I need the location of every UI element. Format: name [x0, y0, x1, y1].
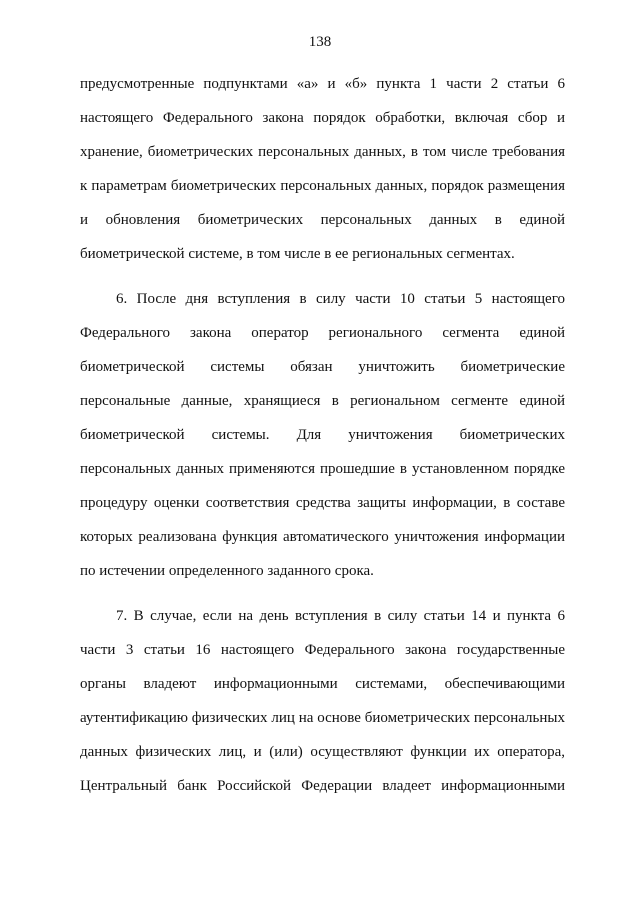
text-line: и обновления биометрических персональных данных в единой [80, 212, 565, 228]
text-line: 7. В случае, если на день вступления в силу статьи 14 и пункта 6 [116, 608, 565, 624]
text-line: хранение, биометрических персональных данных, в том числе требования [80, 144, 565, 160]
paragraph-gap [80, 271, 565, 282]
text-line: биометрической системы. Для уничтожения биометрических [80, 427, 565, 443]
text-line: персональные данные, хранящиеся в региональном сегменте единой [80, 393, 565, 409]
text-line: по истечении определенного заданного срока. [80, 563, 374, 579]
text-line: Центральный банк Российской Федерации владеет информационными [80, 778, 565, 794]
text-line: аутентификацию физических лиц на основе биометрических персональных [80, 710, 565, 726]
document-body [80, 67, 565, 803]
text-line: биометрической системе, в том числе в ее региональных сегментах. [80, 246, 515, 262]
text-line: данных физических лиц, и (или) осуществляют функции их оператора, [80, 744, 565, 760]
text-line: предусмотренные подпунктами «а» и «б» пункта 1 части 2 статьи 6 [80, 76, 565, 92]
text-line: которых реализована функция автоматического уничтожения информации [80, 529, 565, 545]
text-line: биометрической системы обязан уничтожить биометрические [80, 359, 565, 375]
page-number: 138 [308, 34, 332, 50]
text-line: к параметрам биометрических персональных данных, порядок размещения [80, 178, 565, 194]
text-line: Федерального закона оператор регионального сегмента единой [80, 325, 565, 341]
text-line: настоящего Федерального закона порядок обработки, включая сбор и [80, 110, 565, 126]
text-line: процедуру оценки соответствия средства защиты информации, в составе [80, 495, 565, 511]
text-line: персональных данных применяются прошедшие в установленном порядке [80, 461, 565, 477]
text-line: органы владеют информационными системами, обеспечивающими [80, 676, 565, 692]
text-line: части 3 статьи 16 настоящего Федерального закона государственные [80, 642, 565, 658]
text-line: 6. После дня вступления в силу части 10 статьи 5 настоящего [116, 291, 565, 307]
paragraph-gap [80, 588, 565, 599]
